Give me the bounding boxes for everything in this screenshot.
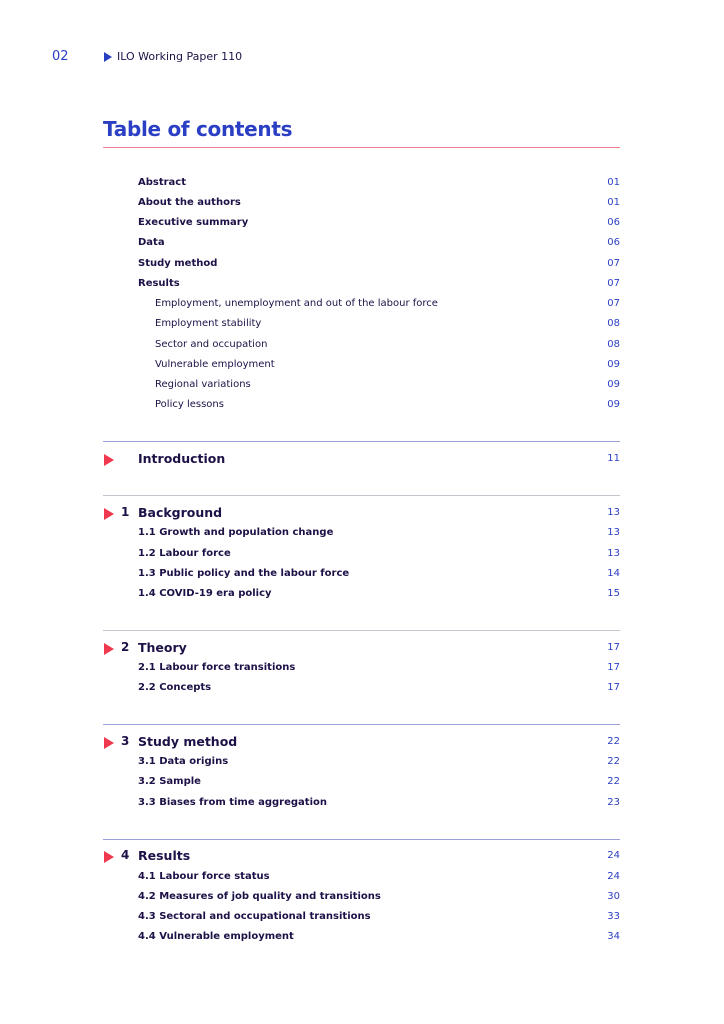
toc-entry-label: 1.1 Growth and population change [138,527,334,538]
toc-section-introduction[interactable] [103,451,620,469]
section-page: 24 [607,850,620,861]
section-triangle-icon [104,643,114,655]
toc-entry-label: 4.4 Vulnerable employment [138,931,294,942]
header-triangle-icon [104,52,112,62]
toc-entry-page: 14 [607,568,620,579]
toc-entry-label: Results [138,278,180,289]
toc-subentry[interactable] [138,399,620,413]
toc-entry-label: 4.3 Sectoral and occupational transitions [138,911,371,922]
section-label: Introduction [138,451,226,466]
toc-subentry[interactable] [138,318,620,332]
toc-entry-page: 07 [607,278,620,289]
section-divider [103,724,620,725]
toc-entry-page: 07 [607,258,620,269]
toc-entry-page: 22 [607,776,620,787]
toc-subentry[interactable] [138,339,620,353]
toc-entry[interactable] [138,548,620,562]
toc-entry-page: 13 [607,548,620,559]
toc-entry-label: Data [138,237,165,248]
toc-entry[interactable] [138,682,620,696]
section-triangle-icon [104,737,114,749]
toc-entry-page: 07 [607,298,620,309]
toc-entry-label: Abstract [138,177,187,188]
toc-entry-label: 2.2 Concepts [138,682,212,693]
toc-entry-page: 13 [607,527,620,538]
toc-entry[interactable] [138,756,620,770]
section-divider [103,630,620,631]
toc-entry-page: 01 [607,197,620,208]
toc-section-results[interactable] [103,848,620,866]
toc-entry-label: Study method [138,258,218,269]
toc-entry[interactable] [138,662,620,676]
section-triangle-icon [104,454,114,466]
toc-entry[interactable] [138,568,620,582]
toc-subentry[interactable] [138,298,620,312]
section-label: Background [138,505,223,520]
toc-section-study-method[interactable] [103,734,620,752]
toc-entry-label: 3.2 Sample [138,776,201,787]
toc-entry-page: 06 [607,217,620,228]
toc-entry-label: Policy lessons [155,399,224,410]
toc-entry-executive-summary[interactable] [138,217,620,231]
toc-entry-abstract[interactable] [138,177,620,191]
section-number: 2 [121,640,130,654]
toc-entry-page: 09 [607,379,620,390]
toc-section-background[interactable] [103,505,620,523]
toc-entry-label: About the authors [138,197,241,208]
toc-entry[interactable] [138,797,620,811]
toc-entry-page: 08 [607,318,620,329]
toc-entry-page: 01 [607,177,620,188]
toc-entry-label: 3.1 Data origins [138,756,229,767]
section-page: 17 [607,642,620,653]
title-divider [103,147,620,148]
toc-entry-label: 4.2 Measures of job quality and transitions [138,891,381,902]
section-triangle-icon [104,508,114,520]
toc-entry[interactable] [138,911,620,925]
toc-entry[interactable] [138,871,620,885]
toc-entry-page: 33 [607,911,620,922]
section-label: Results [138,848,191,863]
section-number: 3 [121,734,130,748]
toc-entry-label: 2.1 Labour force transitions [138,662,296,673]
page-header [0,49,724,67]
toc-entry-label: 1.2 Labour force [138,548,231,559]
toc-entry-page: 24 [607,871,620,882]
toc-entry-page: 08 [607,339,620,350]
section-divider [103,839,620,840]
toc-entry-study-method[interactable] [138,258,620,272]
toc-entry-results[interactable] [138,278,620,292]
toc-entry-page: 23 [607,797,620,808]
toc-entry-data[interactable] [138,237,620,251]
toc-entry-label: Executive summary [138,217,249,228]
running-title: ILO Working Paper 110 [117,50,243,63]
section-label: Study method [138,734,238,749]
toc-entry-page: 30 [607,891,620,902]
section-page: 22 [607,736,620,747]
toc-entry-page: 22 [607,756,620,767]
page-number: 02 [52,49,69,64]
toc-entry-label: 4.1 Labour force status [138,871,270,882]
toc-entry-label: 1.4 COVID-19 era policy [138,588,272,599]
toc-subentry[interactable] [138,359,620,373]
page-title: Table of contents [103,117,293,141]
section-page: 13 [607,507,620,518]
toc-entry-label: 1.3 Public policy and the labour force [138,568,350,579]
section-page: 11 [607,453,620,464]
section-triangle-icon [104,851,114,863]
toc-entry[interactable] [138,891,620,905]
toc-entry-label: Regional variations [155,379,251,390]
toc-entry-page: 09 [607,359,620,370]
toc-entry[interactable] [138,527,620,541]
section-number: 4 [121,848,130,862]
toc-entry[interactable] [138,588,620,602]
toc-entry-page: 15 [607,588,620,599]
toc-entry-page: 34 [607,931,620,942]
section-divider [103,495,620,496]
toc-subentry[interactable] [138,379,620,393]
toc-entry[interactable] [138,776,620,790]
toc-entry-label: Vulnerable employment [155,359,275,370]
section-label: Theory [138,640,187,655]
toc-entry-label: Sector and occupation [155,339,268,350]
toc-entry-about-authors[interactable] [138,197,620,211]
toc-entry-page: 09 [607,399,620,410]
toc-entry-label: 3.3 Biases from time aggregation [138,797,327,808]
toc-entry-label: Employment stability [155,318,262,329]
toc-entry-page: 06 [607,237,620,248]
toc-entry-page: 17 [607,682,620,693]
section-divider [103,441,620,442]
toc-entry-label: Employment, unemployment and out of the labour force [155,298,438,309]
toc-entry[interactable] [138,931,620,945]
toc-entry-page: 17 [607,662,620,673]
toc-section-theory[interactable] [103,640,620,658]
section-number: 1 [121,505,130,519]
